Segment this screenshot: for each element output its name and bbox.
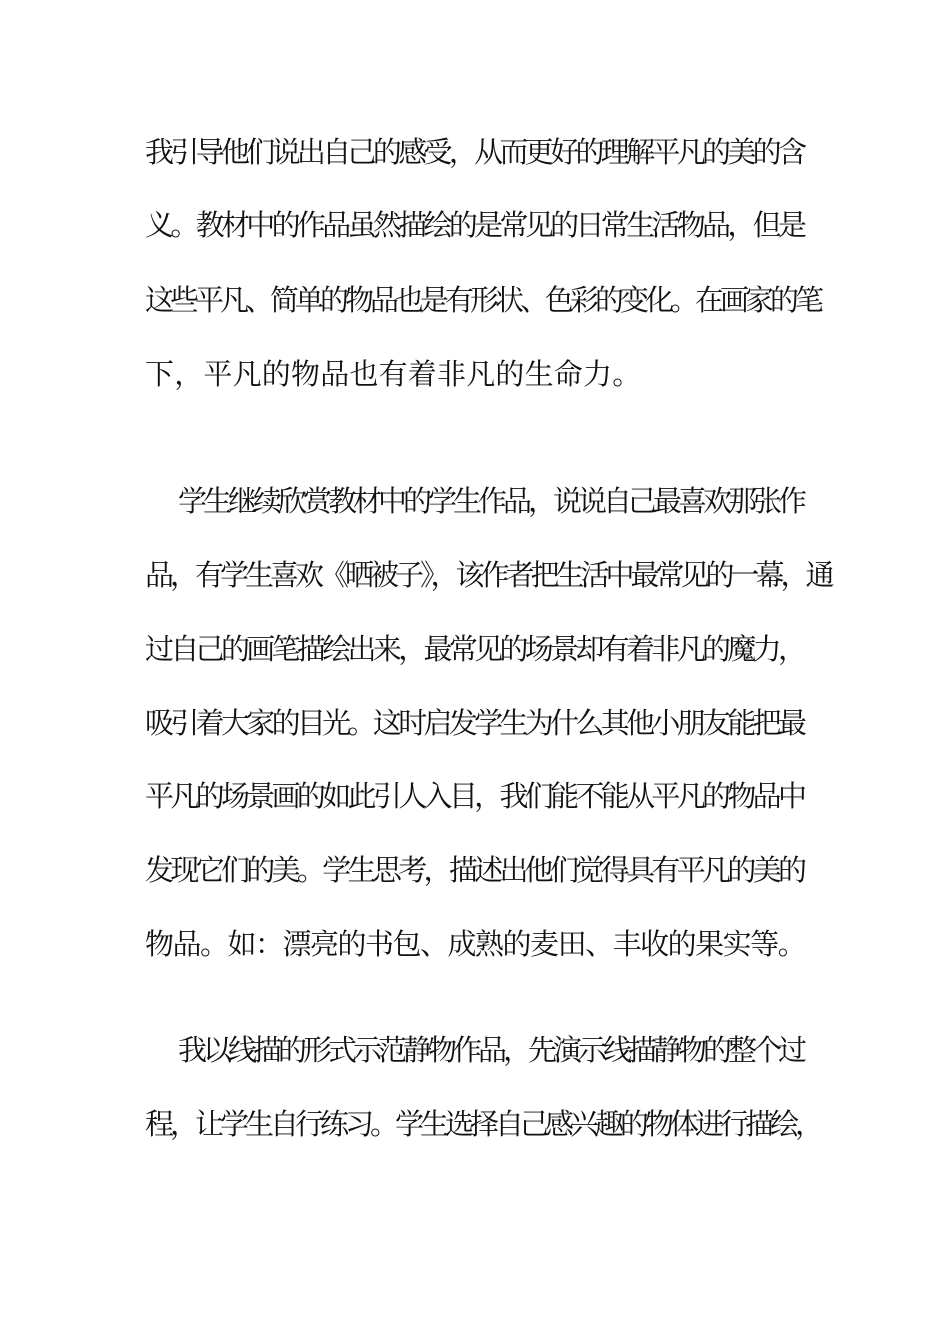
paragraph-2-line-3: 过自己的画笔描绘出来，最常见的场景却有着非凡的魔力， [145, 632, 804, 666]
paragraph-1-line-3: 这些平凡、简单的物品也是有形状、色彩的变化。在画家的笔 [145, 283, 821, 317]
paragraph-1-line-4: 下，平凡的物品也有着非凡的生命力。 [145, 357, 642, 391]
paragraph-1-line-1: 我引导他们说出自己的感受，从而更好的理解平凡的美的含 [145, 135, 804, 169]
paragraph-2-line-2: 品，有学生喜欢《晒被子》，该作者把生活中最常见的一幕，通 [145, 558, 831, 592]
paragraph-3-line-2: 程，让学生自行练习。学生选择自己感兴趣的物体进行描绘， [145, 1107, 821, 1141]
paragraph-3-line-1: 我以线描的形式示范静物作品，先演示线描静物的整个过 [178, 1033, 804, 1067]
paragraph-2-line-5: 平凡的场景画的如此引人入目，我们能不能从平凡的物品中 [145, 779, 804, 813]
paragraph-2-line-7: 物品。如：漂亮的书包、成熟的麦田、丰收的果实等。 [145, 927, 806, 961]
paragraph-2-line-6: 发现它们的美。学生思考，描述出他们觉得具有平凡的美的 [145, 853, 804, 887]
paragraph-2-line-1: 学生继续欣赏教材中的学生作品，说说自己最喜欢那张作 [178, 484, 804, 518]
paragraph-2-line-4: 吸引着大家的目光。这时启发学生为什么其他小朋友能把最 [145, 706, 804, 740]
paragraph-1-line-2: 义。教材中的作品虽然描绘的是常见的日常生活物品，但是 [145, 208, 804, 242]
